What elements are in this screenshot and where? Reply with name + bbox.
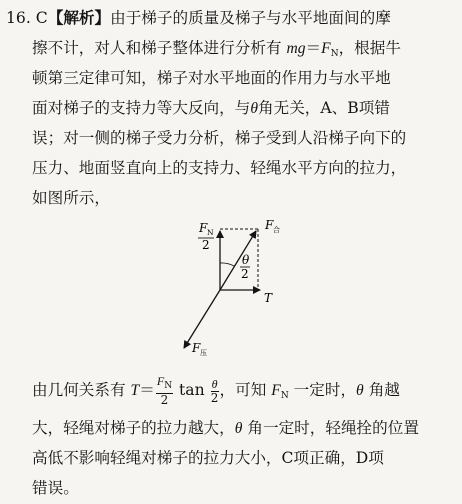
math-mg: mg [286,40,306,57]
text-line-7: 如图所示， [32,189,110,207]
f-resultant-label: F [265,218,274,232]
pressure-arrow [184,290,220,348]
text-segment: ，根据牛 [338,39,401,57]
math-sub-n: N [280,391,289,401]
math-theta: θ [234,420,243,437]
pressure-label: F [192,341,201,355]
frac-den: 2 [210,390,219,405]
text-segment: 一定时， [293,381,357,399]
frac-num-sub: N [164,381,173,391]
analysis-label: 【解析】 [47,9,111,27]
f-resultant-arrow [220,231,256,290]
text-segment: 面对梯子的支持力等大反向，与 [32,99,251,117]
text-line-1 [6,8,458,28]
theta-label: θ [242,253,250,267]
math-equals: ＝ [139,381,155,399]
text-line-3: 顿第三定律可知，梯子对水平地面的作用力与水平地 [32,69,391,87]
math-theta: θ [250,100,258,117]
pressure-sub: 压 [200,349,207,356]
text-segment: 擦不计，对人和梯子整体进行分析有 [32,39,282,57]
frac-den: 2 [160,393,169,407]
text-line-4 [32,98,458,119]
math-tan: tan [179,381,205,399]
text-segment: 大，轻绳对梯子的拉力越大， [32,419,235,437]
math-t: T [130,382,140,399]
text-line-5: 误；对一侧的梯子受力分析，梯子受到人沿梯子向下的 [32,129,407,147]
theta-den: 2 [241,267,249,281]
text-line-11: 错误。 [32,479,79,497]
math-equals: ＝ [305,39,322,57]
answer-letter: C [35,9,48,27]
fn-half-den: 2 [202,238,210,252]
f-resultant-sub: 合 [273,226,280,234]
fraction-fn-half [156,375,173,407]
text-line-9 [32,418,458,439]
text-line-10: 高低不影响轻绳对梯子的拉力大小，C项正确，D项 [32,449,384,467]
math-theta: θ [356,382,364,399]
text-segment: 角越 [368,381,400,399]
text-line-8 [32,375,458,407]
fraction-theta-half [211,378,219,405]
question-number: 16. [6,9,31,27]
text-segment: ，可知 [219,381,267,399]
text-segment: 角一定时，轻绳拴的位置 [247,419,419,437]
math-sub-n: N [330,49,339,59]
text-segment: 由于梯子的质量及梯子与水平地面间的摩 [110,9,391,27]
frac-num: θ [211,376,218,391]
text-line-6: 压力、地面竖直向上的支持力、轻绳水平方向的拉力， [32,159,407,177]
text-segment: 角无关，A、B项错 [258,99,390,117]
math-f: F [271,382,281,399]
theta-arc [220,263,234,266]
force-diagram [180,214,290,356]
fn-half-sub: N [207,228,214,237]
text-segment: 由几何关系有 [32,381,126,399]
tension-label: T [264,291,273,305]
frac-num: F [156,374,165,388]
math-f: F [321,40,331,57]
fn-half-label: F [199,221,208,235]
text-line-2 [32,38,458,64]
